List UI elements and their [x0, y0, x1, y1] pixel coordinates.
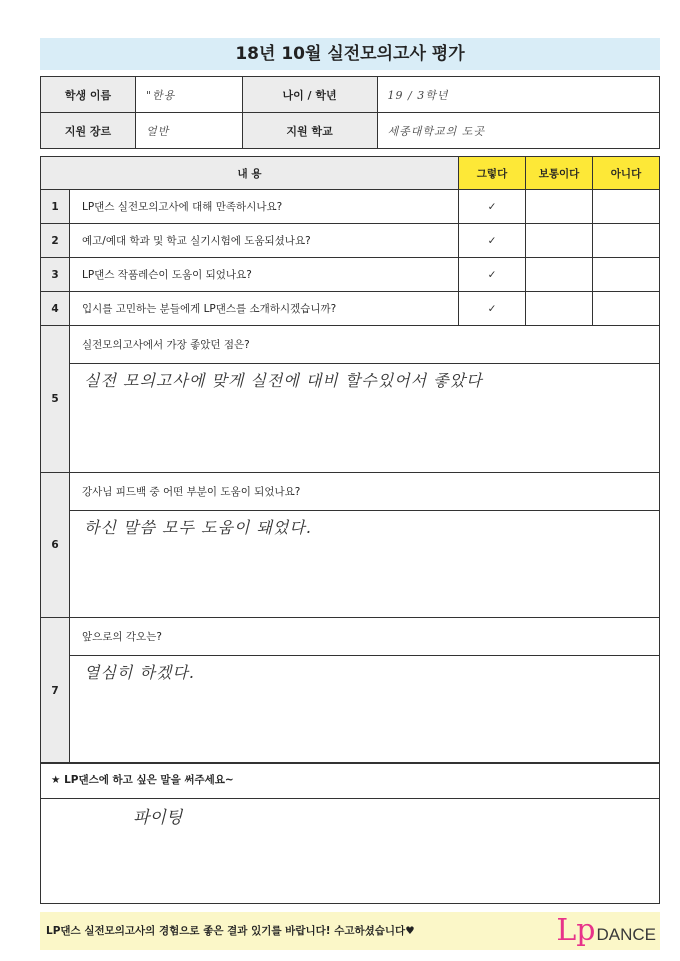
question-number: 1 — [41, 190, 70, 224]
open-question-row — [41, 618, 660, 656]
question-row — [41, 224, 660, 258]
form-title: 18년 10월 실전모의고사 평가 — [40, 38, 660, 70]
message-answer: 파이팅 — [133, 808, 183, 828]
check-mark: ✓ — [459, 224, 526, 258]
evaluation-table — [40, 156, 660, 764]
question-number: 7 — [41, 618, 70, 764]
school-label: 지원 학교 — [242, 113, 377, 149]
question-number: 2 — [41, 224, 70, 258]
neutral-cell — [526, 292, 593, 326]
neutral-cell — [526, 190, 593, 224]
question-text: LP댄스 실전모의고사에 대해 만족하시나요? — [70, 190, 459, 224]
school-value: 세종대학교의 도곳 — [377, 113, 659, 149]
question-number: 5 — [41, 326, 70, 473]
question-text: 예고/예대 학과 및 학교 실기시험에 도움되셨나요? — [70, 224, 459, 258]
question-row — [41, 190, 660, 224]
lp-dance-logo — [556, 914, 656, 948]
question-row — [41, 258, 660, 292]
handwritten-answer: 하신 말씀 모두 도움이 돼었다. — [84, 518, 312, 537]
handwritten-answer: 실전 모의고사에 맞게 실전에 대비 할수있어서 좋았다 — [84, 371, 483, 390]
answer-area — [70, 656, 660, 764]
open-question-row — [41, 473, 660, 511]
question-text: LP댄스 작품레슨이 도움이 되었나요? — [70, 258, 459, 292]
no-cell — [593, 258, 660, 292]
name-value: "한용 — [136, 77, 243, 113]
age-label: 나이 / 학년 — [242, 77, 377, 113]
neutral-cell — [526, 224, 593, 258]
no-header: 아니다 — [593, 157, 660, 190]
message-label: ★ LP댄스에 하고 싶은 말을 써주세요~ — [41, 763, 659, 799]
logo-lp: Lp — [556, 913, 596, 948]
message-box — [40, 762, 660, 904]
neutral-cell — [526, 258, 593, 292]
no-cell — [593, 224, 660, 258]
yes-header: 그렇다 — [459, 157, 526, 190]
no-cell — [593, 292, 660, 326]
genre-label: 지원 장르 — [41, 113, 136, 149]
footer-text: LP댄스 실전모의고사의 경험으로 좋은 결과 있기를 바랍니다! 수고하셨습니다♥ — [46, 925, 415, 937]
question-number: 6 — [41, 473, 70, 618]
question-number: 3 — [41, 258, 70, 292]
check-mark: ✓ — [459, 190, 526, 224]
answer-area — [70, 364, 660, 473]
student-info-table — [40, 76, 660, 149]
age-value: 19 / 3학년 — [377, 77, 659, 113]
check-mark: ✓ — [459, 258, 526, 292]
question-text: 강사님 피드백 중 어떤 부분이 도움이 되었나요? — [70, 473, 660, 511]
question-text: 실전모의고사에서 가장 좋았던 점은? — [70, 326, 660, 364]
name-label: 학생 이름 — [41, 77, 136, 113]
check-mark: ✓ — [459, 292, 526, 326]
no-cell — [593, 190, 660, 224]
logo-dance: DANCE — [596, 925, 656, 944]
footer-banner — [40, 912, 660, 950]
handwritten-answer: 열심히 하겠다. — [84, 663, 195, 682]
question-number: 4 — [41, 292, 70, 326]
question-text: 앞으로의 각오는? — [70, 618, 660, 656]
answer-area — [70, 511, 660, 618]
genre-value: 얼반 — [136, 113, 243, 149]
question-text: 입시를 고민하는 분들에게 LP댄스를 소개하시겠습니까? — [70, 292, 459, 326]
question-row — [41, 292, 660, 326]
open-question-row — [41, 326, 660, 364]
content-header: 내 용 — [41, 157, 459, 190]
neutral-header: 보통이다 — [526, 157, 593, 190]
